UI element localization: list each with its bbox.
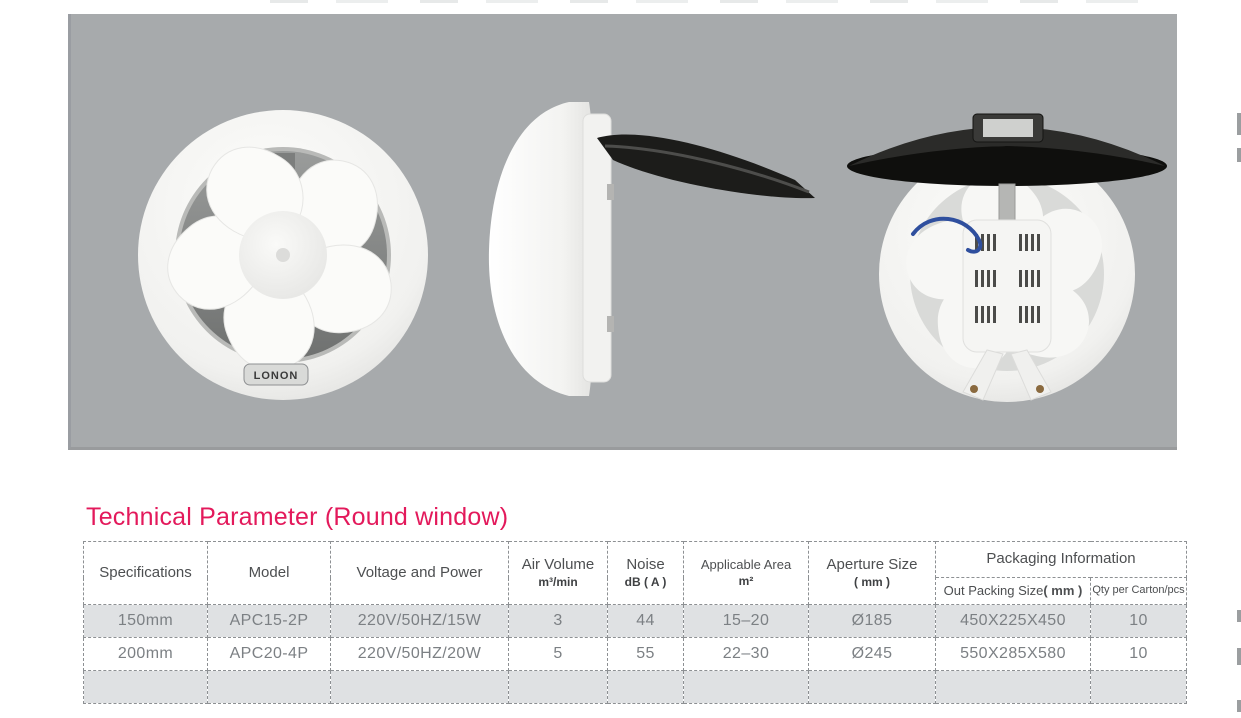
- screw-left: [970, 385, 978, 393]
- cell-air-volume: 3: [509, 605, 608, 638]
- cell-out-packing-size: 450X225X450: [936, 605, 1091, 638]
- table-row-empty: [84, 671, 1187, 704]
- product-photo-rear-view: [835, 92, 1179, 422]
- cell-empty: [684, 671, 809, 704]
- col-header-packaging-information: Packaging Information: [936, 542, 1187, 578]
- page-edge-artifact: [1237, 113, 1241, 135]
- cell-out-packing-size: 550X285X580: [936, 638, 1091, 671]
- page-edge-artifact: [1237, 648, 1241, 665]
- col-header-aperture-size: Aperture Size ( mm ): [809, 542, 936, 605]
- cropped-text-artifact: [270, 0, 1140, 3]
- col-header-noise: Noise dB ( A ): [608, 542, 684, 605]
- cell-specifications: 200mm: [84, 638, 208, 671]
- side-fan-illustration: [473, 88, 833, 418]
- page-edge-artifact: [1237, 610, 1241, 622]
- open-glass-shutter: [597, 134, 815, 198]
- cell-specifications: 150mm: [84, 605, 208, 638]
- hinge-lower: [607, 316, 614, 332]
- col-header-air-volume: Air Volume m³/min: [509, 542, 608, 605]
- brand-logo-text: LONON: [253, 370, 299, 382]
- cell-empty: [509, 671, 608, 704]
- hinge-upper: [607, 184, 614, 200]
- table-row: [84, 605, 1187, 638]
- cell-noise: 55: [608, 638, 684, 671]
- product-photo-banner: [68, 14, 1177, 450]
- cell-applicable-area: 15–20: [684, 605, 809, 638]
- cell-qty-per-carton: 10: [1091, 605, 1187, 638]
- col-header-model: Model: [208, 542, 331, 605]
- cell-aperture-size: Ø245: [809, 638, 936, 671]
- col-header-specifications: Specifications: [84, 542, 208, 605]
- front-fan-illustration: [133, 105, 433, 405]
- cell-applicable-area: 22–30: [684, 638, 809, 671]
- screw-right: [1036, 385, 1044, 393]
- cell-noise: 44: [608, 605, 684, 638]
- rear-fan-illustration: [835, 92, 1179, 422]
- dome-window: [983, 119, 1033, 137]
- product-photo-front-view: [133, 105, 433, 405]
- housing-side-profile: [489, 102, 595, 396]
- cell-empty: [1091, 671, 1187, 704]
- col-header-out-packing-size: Out Packing Size( mm ): [936, 578, 1091, 605]
- cell-air-volume: 5: [509, 638, 608, 671]
- cell-qty-per-carton: 10: [1091, 638, 1187, 671]
- cell-model: APC20-4P: [208, 638, 331, 671]
- spec-table: [83, 541, 1186, 704]
- cell-model: APC15-2P: [208, 605, 331, 638]
- cell-voltage-power: 220V/50HZ/15W: [331, 605, 509, 638]
- cell-empty: [84, 671, 208, 704]
- col-header-applicable-area: Applicable Area m²: [684, 542, 809, 605]
- cell-empty: [809, 671, 936, 704]
- col-header-qty-per-carton: Qty per Carton/pcs: [1091, 578, 1187, 605]
- page-edge-artifact: [1237, 700, 1241, 712]
- col-header-voltage-power: Voltage and Power: [331, 542, 509, 605]
- cell-empty: [608, 671, 684, 704]
- cell-voltage-power: 220V/50HZ/20W: [331, 638, 509, 671]
- product-photo-side-view: [473, 88, 833, 418]
- cell-empty: [331, 671, 509, 704]
- cell-aperture-size: Ø185: [809, 605, 936, 638]
- section-title: Technical Parameter (Round window): [86, 503, 509, 531]
- cell-empty: [208, 671, 331, 704]
- cell-empty: [936, 671, 1091, 704]
- table-row: [84, 638, 1187, 671]
- mounting-flange: [583, 114, 611, 382]
- page-edge-artifact: [1237, 148, 1241, 162]
